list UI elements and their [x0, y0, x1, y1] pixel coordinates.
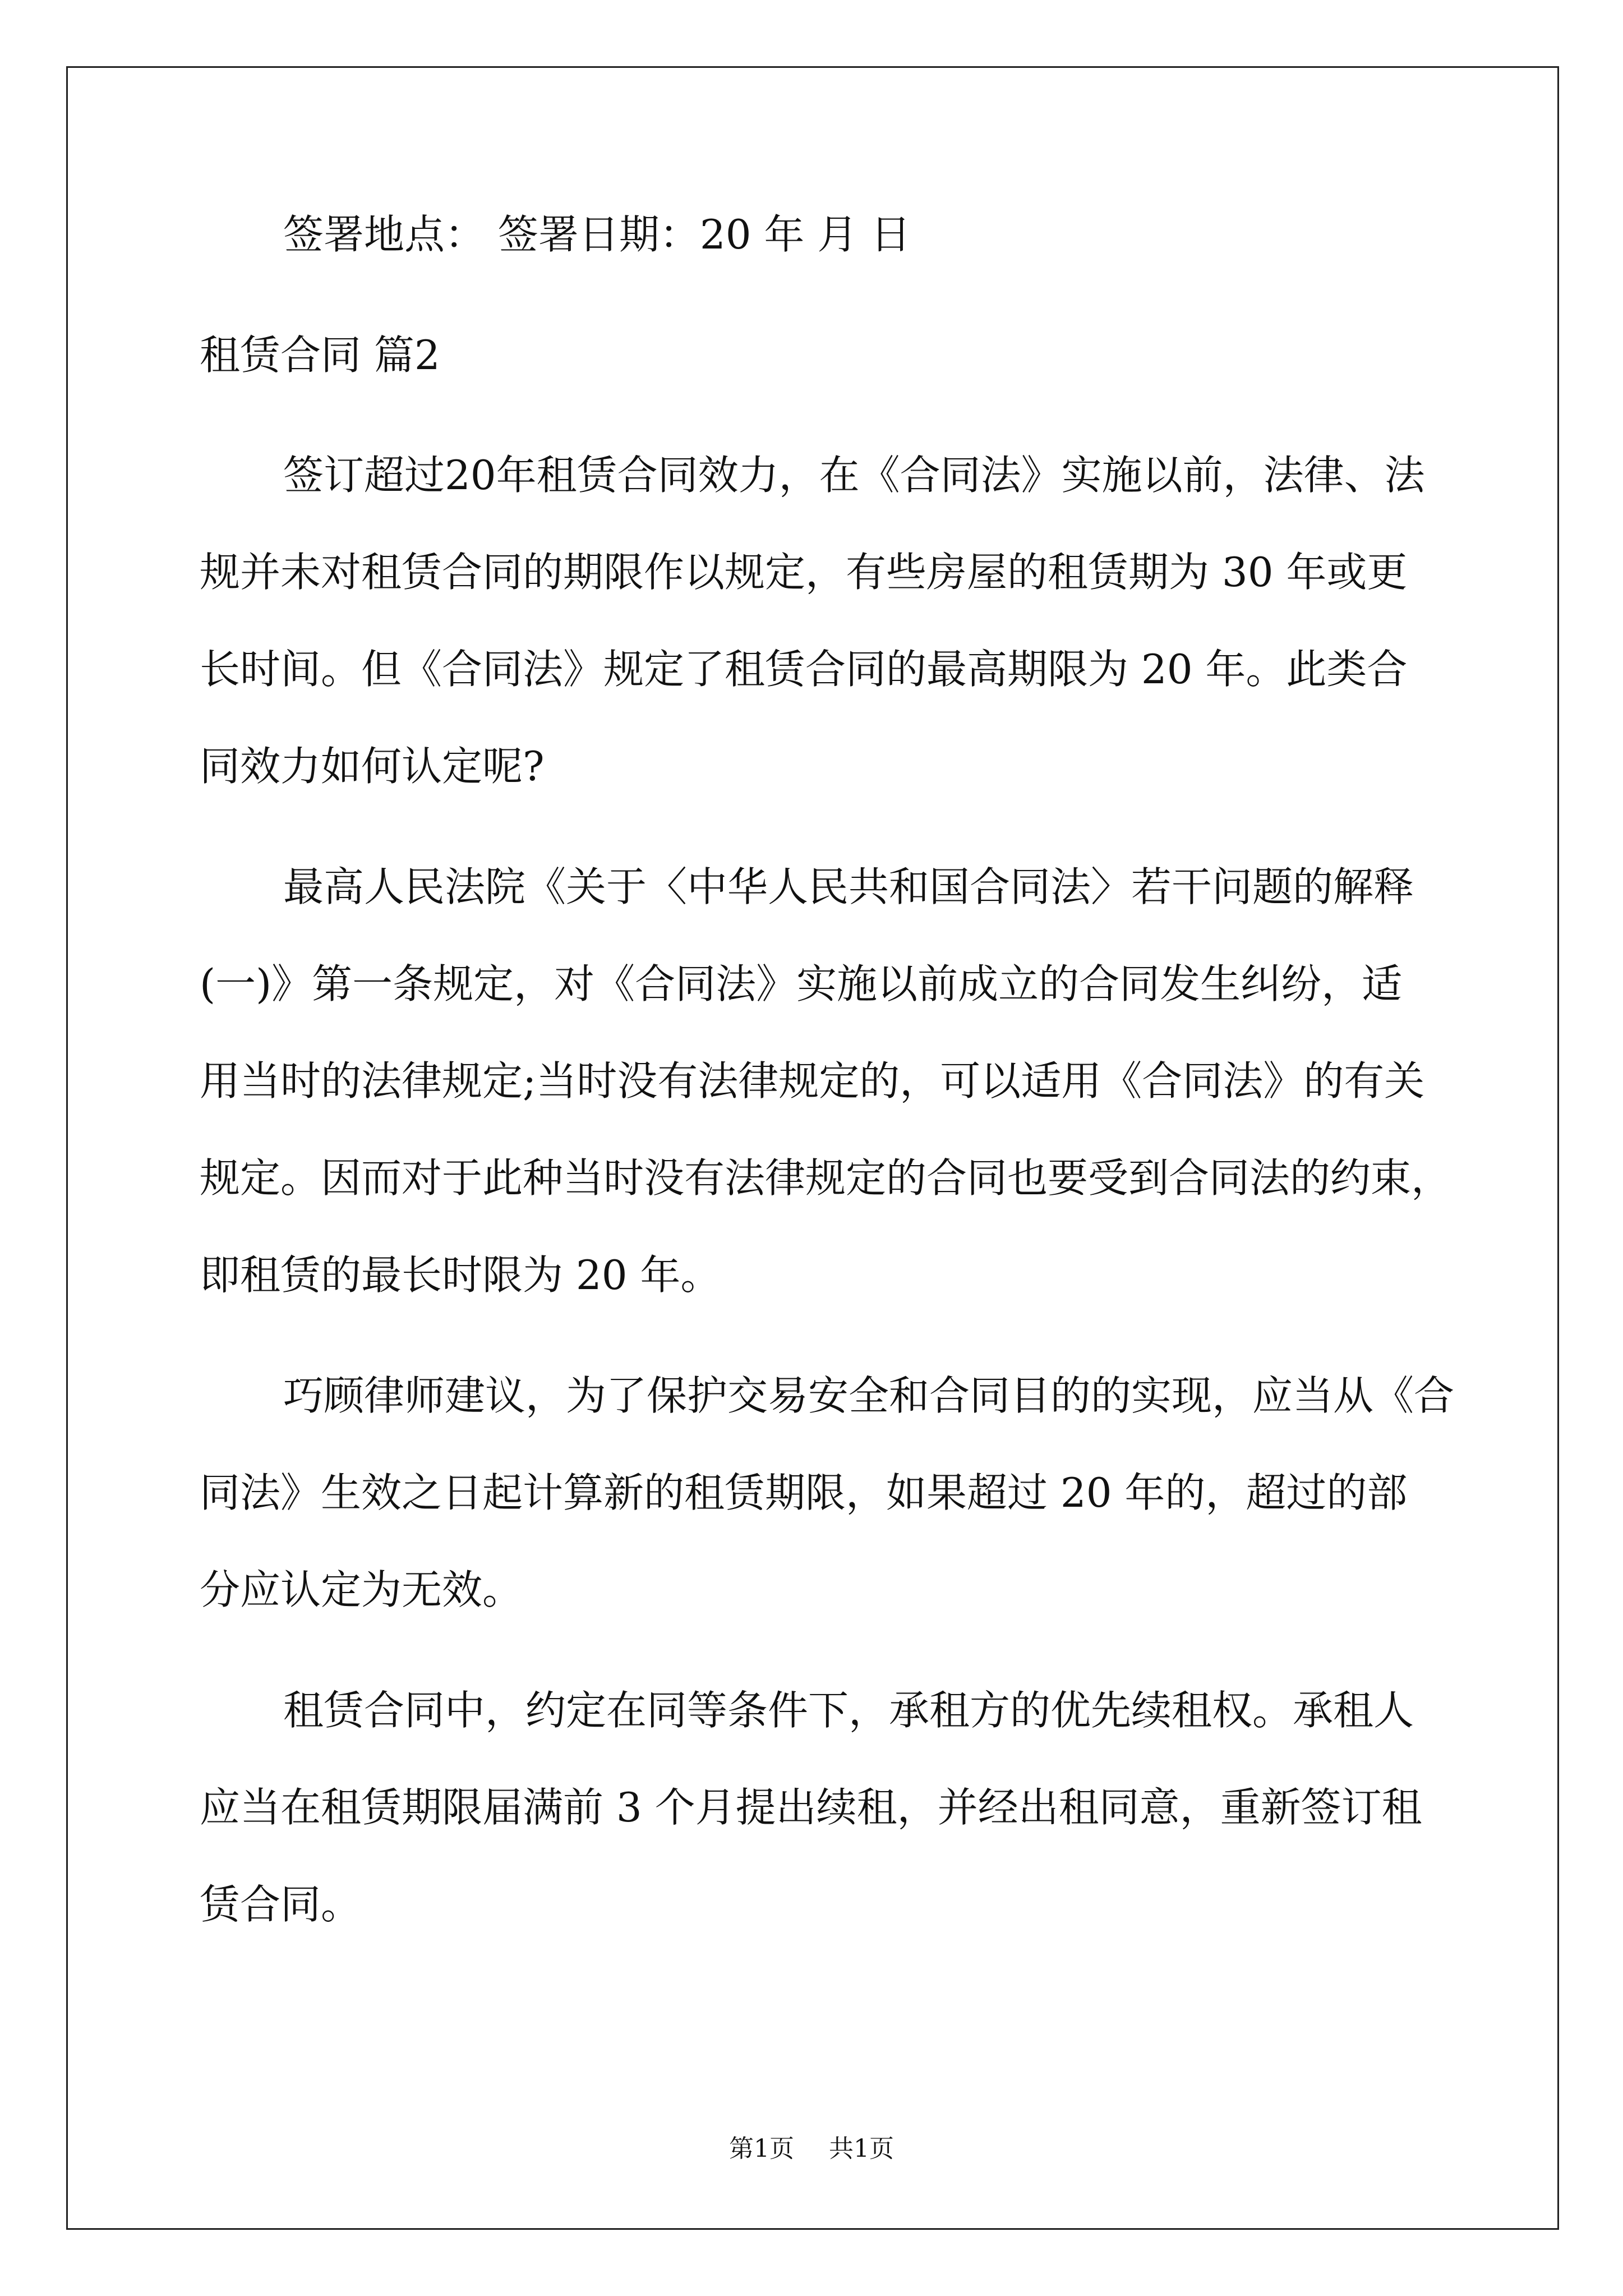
page-number: 第1页	[729, 2134, 794, 2163]
paragraph-1-line-2: 规并未对租赁合同的期限作以规定，有些房屋的租赁期为 30 年或更	[200, 549, 1408, 596]
signature-line: 签署地点： 签署日期：20 年 月 日	[283, 211, 911, 258]
paragraph-1-line-3: 长时间。但《合同法》规定了租赁合同的最高期限为 20 年。此类合	[200, 646, 1408, 693]
paragraph-3-line-1: 巧顾律师建议，为了保护交易安全和合同目的的实现，应当从《合	[283, 1372, 1455, 1419]
paragraph-2-line-1: 最高人民法院《关于〈中华人民共和国合同法〉若干问题的解释	[283, 863, 1414, 910]
paragraph-4-line-2: 应当在租赁期限届满前 3 个月提出续租，并经出租同意，重新签订租	[200, 1784, 1422, 1831]
paragraph-1-line-4: 同效力如何认定呢?	[200, 743, 545, 790]
paragraph-2-line-4: 规定。因而对于此种当时没有法律规定的合同也要受到合同法的约束，	[200, 1154, 1452, 1202]
paragraph-3-line-2: 同法》生效之日起计算新的租赁期限，如果超过 20 年的，超过的部	[200, 1469, 1408, 1516]
paragraph-4-line-3: 赁合同。	[200, 1881, 362, 1928]
paragraph-2-line-5: 即租赁的最长时限为 20 年。	[200, 1251, 721, 1299]
paragraph-2-line-2: (一)》第一条规定，对《合同法》实施以前成立的合同发生纠纷，适	[200, 960, 1403, 1007]
paragraph-1-line-1: 签订超过20年租赁合同效力，在《合同法》实施以前，法律、法	[283, 452, 1425, 499]
total-pages: 共1页	[829, 2134, 894, 2163]
paragraph-2-line-3: 用当时的法律规定;当时没有法律规定的，可以适用《合同法》的有关	[200, 1057, 1425, 1105]
page-footer	[0, 2132, 1623, 2166]
paragraph-3-line-3: 分应认定为无效。	[200, 1566, 523, 1613]
section-heading: 租赁合同 篇2	[200, 332, 440, 379]
paragraph-4-line-1: 租赁合同中，约定在同等条件下，承租方的优先续租权。承租人	[283, 1687, 1414, 1734]
